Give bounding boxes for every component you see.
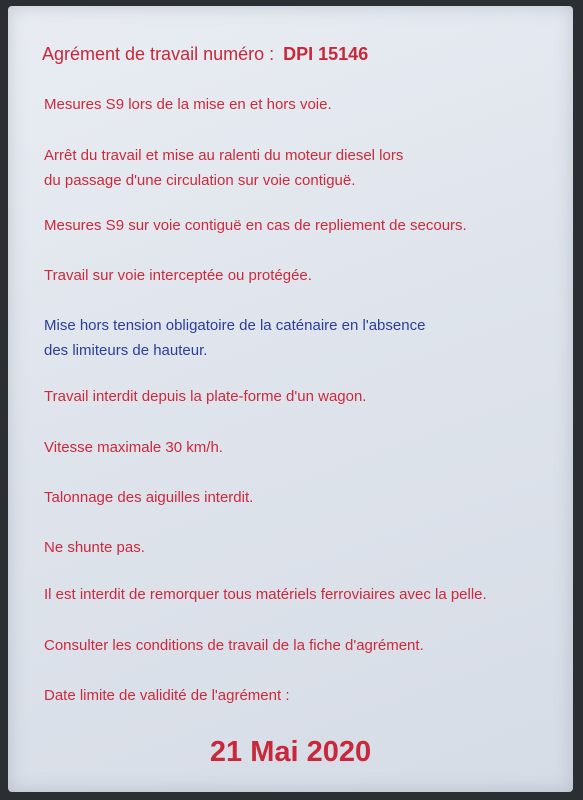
rule-item — [44, 535, 145, 560]
approval-number: DPI 15146 — [283, 44, 369, 64]
rule-item — [44, 143, 403, 193]
rule-item — [44, 263, 312, 288]
rule-item — [44, 485, 253, 510]
validity-date: 21 Mai 2020 — [209, 736, 372, 768]
rule-line: Il est interdit de remorquer tous matériels ferroviaires avec la pelle. — [44, 586, 487, 603]
rule-item — [44, 582, 487, 607]
rule-line: Travail interdit depuis la plate-forme d'un wagon. — [44, 388, 367, 405]
rule-item — [44, 213, 467, 238]
rule-item — [44, 435, 223, 460]
rule-line: Mesures S9 sur voie contiguë en cas de repliement de secours. — [44, 217, 467, 234]
rule-line: Consulter les conditions de travail de la fiche d'agrément. — [44, 637, 424, 654]
rule-line: Mise hors tension obligatoire de la caténaire en l'absence — [44, 317, 426, 334]
rule-item — [44, 384, 366, 409]
rule-item — [44, 633, 424, 658]
rule-line: du passage d'une circulation sur voie contiguë. — [44, 172, 356, 189]
notice-sign — [8, 6, 573, 792]
rule-line: Talonnage des aiguilles interdit. — [44, 489, 254, 506]
rule-line: Date limite de validité de l'agrément : — [44, 687, 290, 704]
rule-item — [44, 683, 290, 708]
title-label: Agrément de travail numéro : — [42, 44, 275, 64]
rule-line: Vitesse maximale 30 km/h. — [44, 439, 223, 456]
page-title — [42, 44, 368, 65]
rule-line: Travail sur voie interceptée ou protégée. — [44, 267, 312, 284]
rule-line: Mesures S9 lors de la mise en et hors voie. — [44, 96, 332, 113]
rule-item — [44, 313, 425, 363]
rule-line: des limiteurs de hauteur. — [44, 342, 208, 359]
rule-line: Ne shunte pas. — [44, 539, 145, 556]
rule-line: Arrêt du travail et mise au ralenti du moteur diesel lors — [44, 147, 404, 164]
rule-item — [44, 92, 332, 117]
